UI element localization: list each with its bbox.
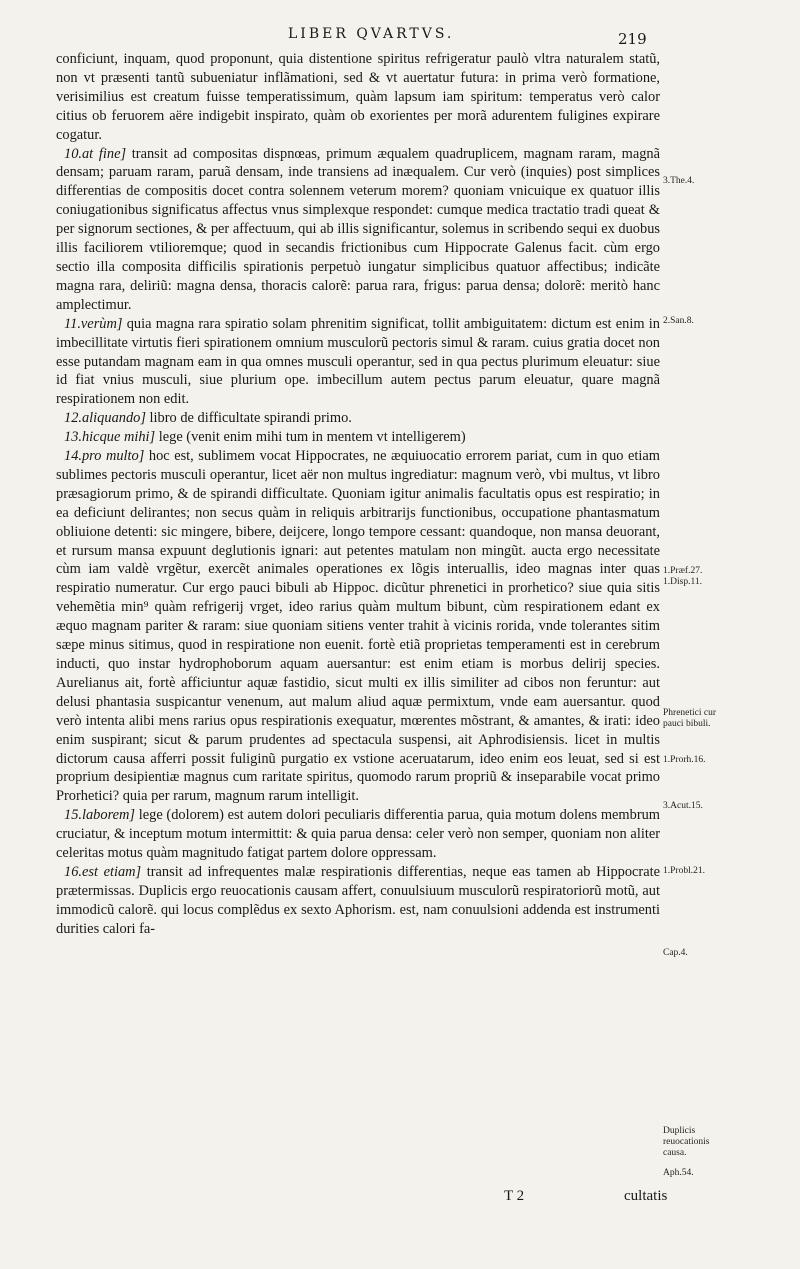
page-number: 219 xyxy=(618,30,647,48)
catchword: cultatis xyxy=(624,1188,668,1204)
paragraph-text: libro de difficultate spirandi primo. xyxy=(145,410,352,427)
signature-mark: T 2 xyxy=(504,1188,525,1204)
paragraph-text: lege (venit enim mihi tum in mentem vt intelligerem) xyxy=(155,429,466,446)
paragraph xyxy=(56,428,660,447)
paragraph-text: conficiunt, inquam, quod proponunt, quia distentione spiritus refrigeratur paulò vltra naturalem statũ, non vt præsenti tantũ subueniatur inflãmationi, sed & vt auertatur futura: in prima verò formatione, verisimilius est creatum fuisse temperatissimum, quàm lapsum iam spiritum: temperatus verò calor citius ob feruorem aëre indigebit inspirato, quàm ob exorientes per morã adurentem fuligines expirare cogatur. xyxy=(56,51,660,143)
paragraph xyxy=(56,50,660,145)
lemma: 13.hicque mihi] xyxy=(64,429,156,446)
paragraph xyxy=(56,863,660,939)
margin-note: 3.Acut.15. xyxy=(663,801,703,811)
lemma: 14.pro multo] xyxy=(64,448,145,465)
paragraph-text: transit ad infrequentes malæ respirationis differentias, neque eas tamen ab Hippocrate prætermissas. Duplicis ergo reuocationis causam affert, conuulsiuum musculorũ respiratoriorũ motũ, aut immodicũ calorẽ. qui locus complẽdus ex sexto Aphorism. est, nam conuulsioni addenda est instrumenti durities calori fa- xyxy=(56,863,660,937)
lemma: 12.aliquando] xyxy=(64,410,146,427)
margin-note: Aph.54. xyxy=(663,1168,694,1178)
page-header xyxy=(58,26,658,50)
margin-note: 2.San.8. xyxy=(663,316,694,326)
paragraph-text: transit ad compositas dispnœas, primum æqualem quadruplicem, magnam raram, magnã densam; paruam raram, paruã densam, inde transiens ad inæqualem. Cur verò (inquies) post simplices differentias de compositis docet contra solennem veterum morem? quoniam vnicuique ex quatuor illis coniugationibus significatus affectus vnus simplexque respondet: cumque medica tractatio tradi queat & per signorum sectiones, & per affectuum, qui ab illis significantur, solemus in scribendo sequi ex duobus illis faciliorem vtilioremque; quod in secandis frictionibus cum Hippocrate Galenus facit. cùm ergo sectio illa composita difficilis spirationis perpetuò iungatur simplicibus quatuor affectibus; indicãte magna rara, deliriũ: magna densa, thoracis calorẽ: parua rara, frigus: parua densa; dolorẽ: meritò hanc amplectimur. xyxy=(56,145,660,313)
paragraph-text: hoc est, sublimem vocat Hippocrates, ne æquiuocatio errorem pariat, cum in quo etiam sublimes pectoris musculi operantur, licet aër non multus ingrediatur: magnum verò, vbi multus, vt libro præsagiorum primo, & de spirandi difficultate. Quoniam igitur animalis facultatis opus est respiratio; in ea deficiunt delirantes; non secus quàm in reliquis arbitrarijs functionibus, occupatione phantasmatum obliuione detenti: sic mingere, bibere, deijcere, longo tempore cessant: quandoque, non mansa deuorant, et rursum mansa expuunt deglutionis ignari: aut petentes matulam non mingũt. aucta ergo necessitate cùm iam valdè vrgẽtur, exercẽt animales operationes ex lõgis interuallis, ideo magnas inter quas respiratio numeratur. Cur ergo pauci bibuli ab Hippoc. dicũtur phrenetici in prorhetico? siue quia sitis vehemẽtia min⁹ quàm refrigerij vrget, ideo rarius quàm multum bibunt, cùm respirationem edant ex æquo magnam pariter & raram: siue quoniam sitiens venter trahit à vicinis rorida, vnde tolerantes sitim sæpe minus sitimus, quod in respiratione non euenit. fortè etiã proprietas temperamenti est in cerebrum inducti, quo instar hydrophoborum aquam auersantur: est enim etiam is morbus delirij species. Aurelianus ait, fortè afficiuntur aquæ fastidio, sicut multi ex illis similiter ad cibos non feruntur: aut delusi phantasia suspicantur venenum, aut malum aliud aquæ permixtum, vnde eam auersantur. quod verò intenta alibi mens rarius opus respirationis exequatur, mœrentes mõstrant, & amantes, & irati: ideo enim suspirant; sicut & parum prudentes ad spectacula suspensi, ait Aphrodisiensis. licet in multis dictorum causa afferri possit fuliginũ purgatio ex vstione aceruatarum, ideo enim eos leuat, sed si est proprium desipientiæ magnus cum raritate spiritus, quomodo rarum propriũ & inseparabile vocat primo Prorhetici? quia per rarum, magnum rarum intelligit. xyxy=(56,448,660,805)
margin-note: 3.The.4. xyxy=(663,176,695,186)
margin-note: Phrenetici cur pauci bibuli. xyxy=(663,708,717,729)
margin-note: Duplicis reuocationis causa. xyxy=(663,1126,710,1158)
lemma: 11.verùm] xyxy=(64,315,123,332)
paragraph xyxy=(56,315,660,410)
running-head: LIBER QVARTVS. xyxy=(288,26,455,42)
paragraph-text: lege (dolorem) est autem dolori peculiaris differentia parua, quia motum dolens membrum cruciatur, & inceptum motum intermittit: & quia parua densa: celer verò non semper, quoniam non aliter celeritas motus quàm magnitudo fatigat partem dolore oppressam. xyxy=(56,807,660,862)
lemma: 16.est etiam] xyxy=(64,863,142,880)
paragraph xyxy=(56,145,660,315)
margin-note: Cap.4. xyxy=(663,948,688,958)
lemma: 15.laborem] xyxy=(64,807,136,824)
paragraph xyxy=(56,409,660,428)
margin-note: 1.Prorh.16. xyxy=(663,755,706,765)
paragraph-text: quia magna rara spiratio solam phrenitim significat, tollit ambiguitatem: dictum est enim in imbecillitate virtutis fieri spirationem omnium musculorũ pectoris simul & raram. cuius gratia docet non esse putandam magnam eam in qua omnes musculi operantur, sed in qua pectus plurimum eleuatur: siue id fiat vnius musculi, siue plurium ope. imbecillum autem pectus parum eleuatur, quare magnã respirationem non edit. xyxy=(56,315,660,408)
lemma: 10.at fine] xyxy=(64,145,127,162)
paragraph xyxy=(56,447,660,806)
margin-note: 1.Probl.21. xyxy=(663,866,705,876)
paragraph xyxy=(56,806,660,863)
main-text xyxy=(56,50,660,939)
margin-note: 1.Præf.27. 1.Disp.11. xyxy=(663,566,703,587)
